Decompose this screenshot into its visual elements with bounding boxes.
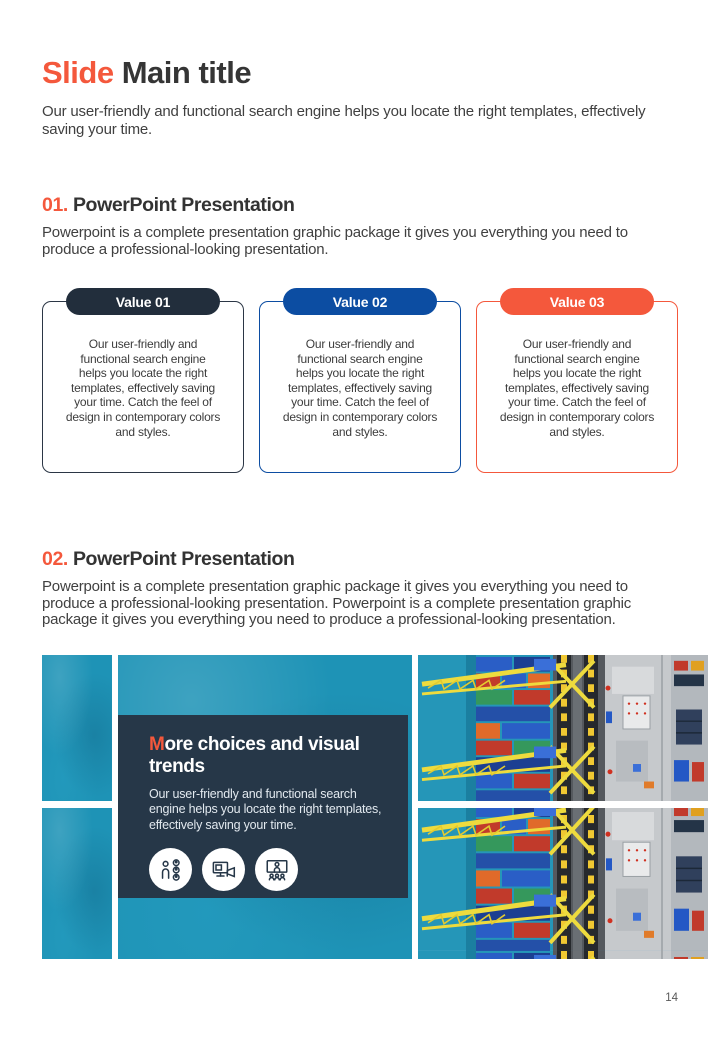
team-icon <box>149 848 192 891</box>
feature-card-title <box>149 734 388 778</box>
port-photo-top <box>418 655 708 801</box>
value-card-2-text: Our user-friendly and functional search engine helps you locate the right templates, effectively saving your time. Catch the feel of design in contemporary colors and styles. <box>282 337 438 439</box>
section-01 <box>42 194 708 473</box>
collage-left-bottom-panel <box>42 808 112 959</box>
presentation-icon <box>255 848 298 891</box>
marketing-icon <box>202 848 245 891</box>
feature-card-body: Our user-friendly and functional search engine helps you locate the right templates, effectively saving your time. <box>149 786 382 832</box>
port-photo-illustration <box>418 655 708 801</box>
value-card-2 <box>259 288 461 473</box>
page-title-accent: Slide <box>42 55 114 90</box>
page-number: 14 <box>665 992 678 1004</box>
section-02-number: 02. <box>42 548 68 570</box>
value-card-3 <box>476 288 678 473</box>
port-photo-illustration <box>418 808 708 959</box>
page-title-rest: Main title <box>121 55 252 90</box>
section-01-title: PowerPoint Presentation <box>72 194 295 216</box>
section-01-heading <box>42 194 708 216</box>
feature-title-rest: ore choices and visual trends <box>149 733 360 777</box>
value-card-3-badge: Value 03 <box>500 288 654 315</box>
section-02-title: PowerPoint Presentation <box>72 548 295 570</box>
value-card-3-text: Our user-friendly and functional search engine helps you locate the right templates, effectively saving your time. Catch the feel of design in contemporary colors and styles. <box>499 337 655 439</box>
value-card-2-badge: Value 02 <box>283 288 437 315</box>
value-cards-row <box>42 288 708 473</box>
page-title <box>42 56 708 90</box>
collage-left-top-panel <box>42 655 112 801</box>
section-01-body: Powerpoint is a complete presentation graphic package it gives you everything you need to produce a professional-looking presentation. <box>42 224 628 258</box>
value-card-2-box <box>259 301 461 473</box>
section-02-heading <box>42 548 708 570</box>
image-collage <box>42 655 708 959</box>
port-photo-bottom <box>418 808 708 959</box>
value-card-3-box <box>476 301 678 473</box>
collage-main-panel <box>118 655 412 959</box>
page-content <box>42 0 708 959</box>
page-subtitle: Our user-friendly and functional search engine helps you locate the right templates, effectively saving your time. <box>42 103 646 138</box>
feature-title-accent: M <box>149 733 165 755</box>
value-card-1 <box>42 288 244 473</box>
value-card-1-badge: Value 01 <box>66 288 220 315</box>
value-card-1-box <box>42 301 244 473</box>
section-02 <box>42 548 708 959</box>
value-card-1-text: Our user-friendly and functional search engine helps you locate the right templates, effectively saving your time. Catch the feel of design in contemporary colors and styles. <box>65 337 221 439</box>
feature-icon-row <box>149 848 388 891</box>
section-02-body: Powerpoint is a complete presentation graphic package it gives you everything you need to produce a professional-looking presentation. Powerpoint is a complete presentation graphic package it gives you everything you need to produce a professional-looking presentation. <box>42 578 632 628</box>
feature-card <box>118 715 408 898</box>
section-01-number: 01. <box>42 194 68 216</box>
